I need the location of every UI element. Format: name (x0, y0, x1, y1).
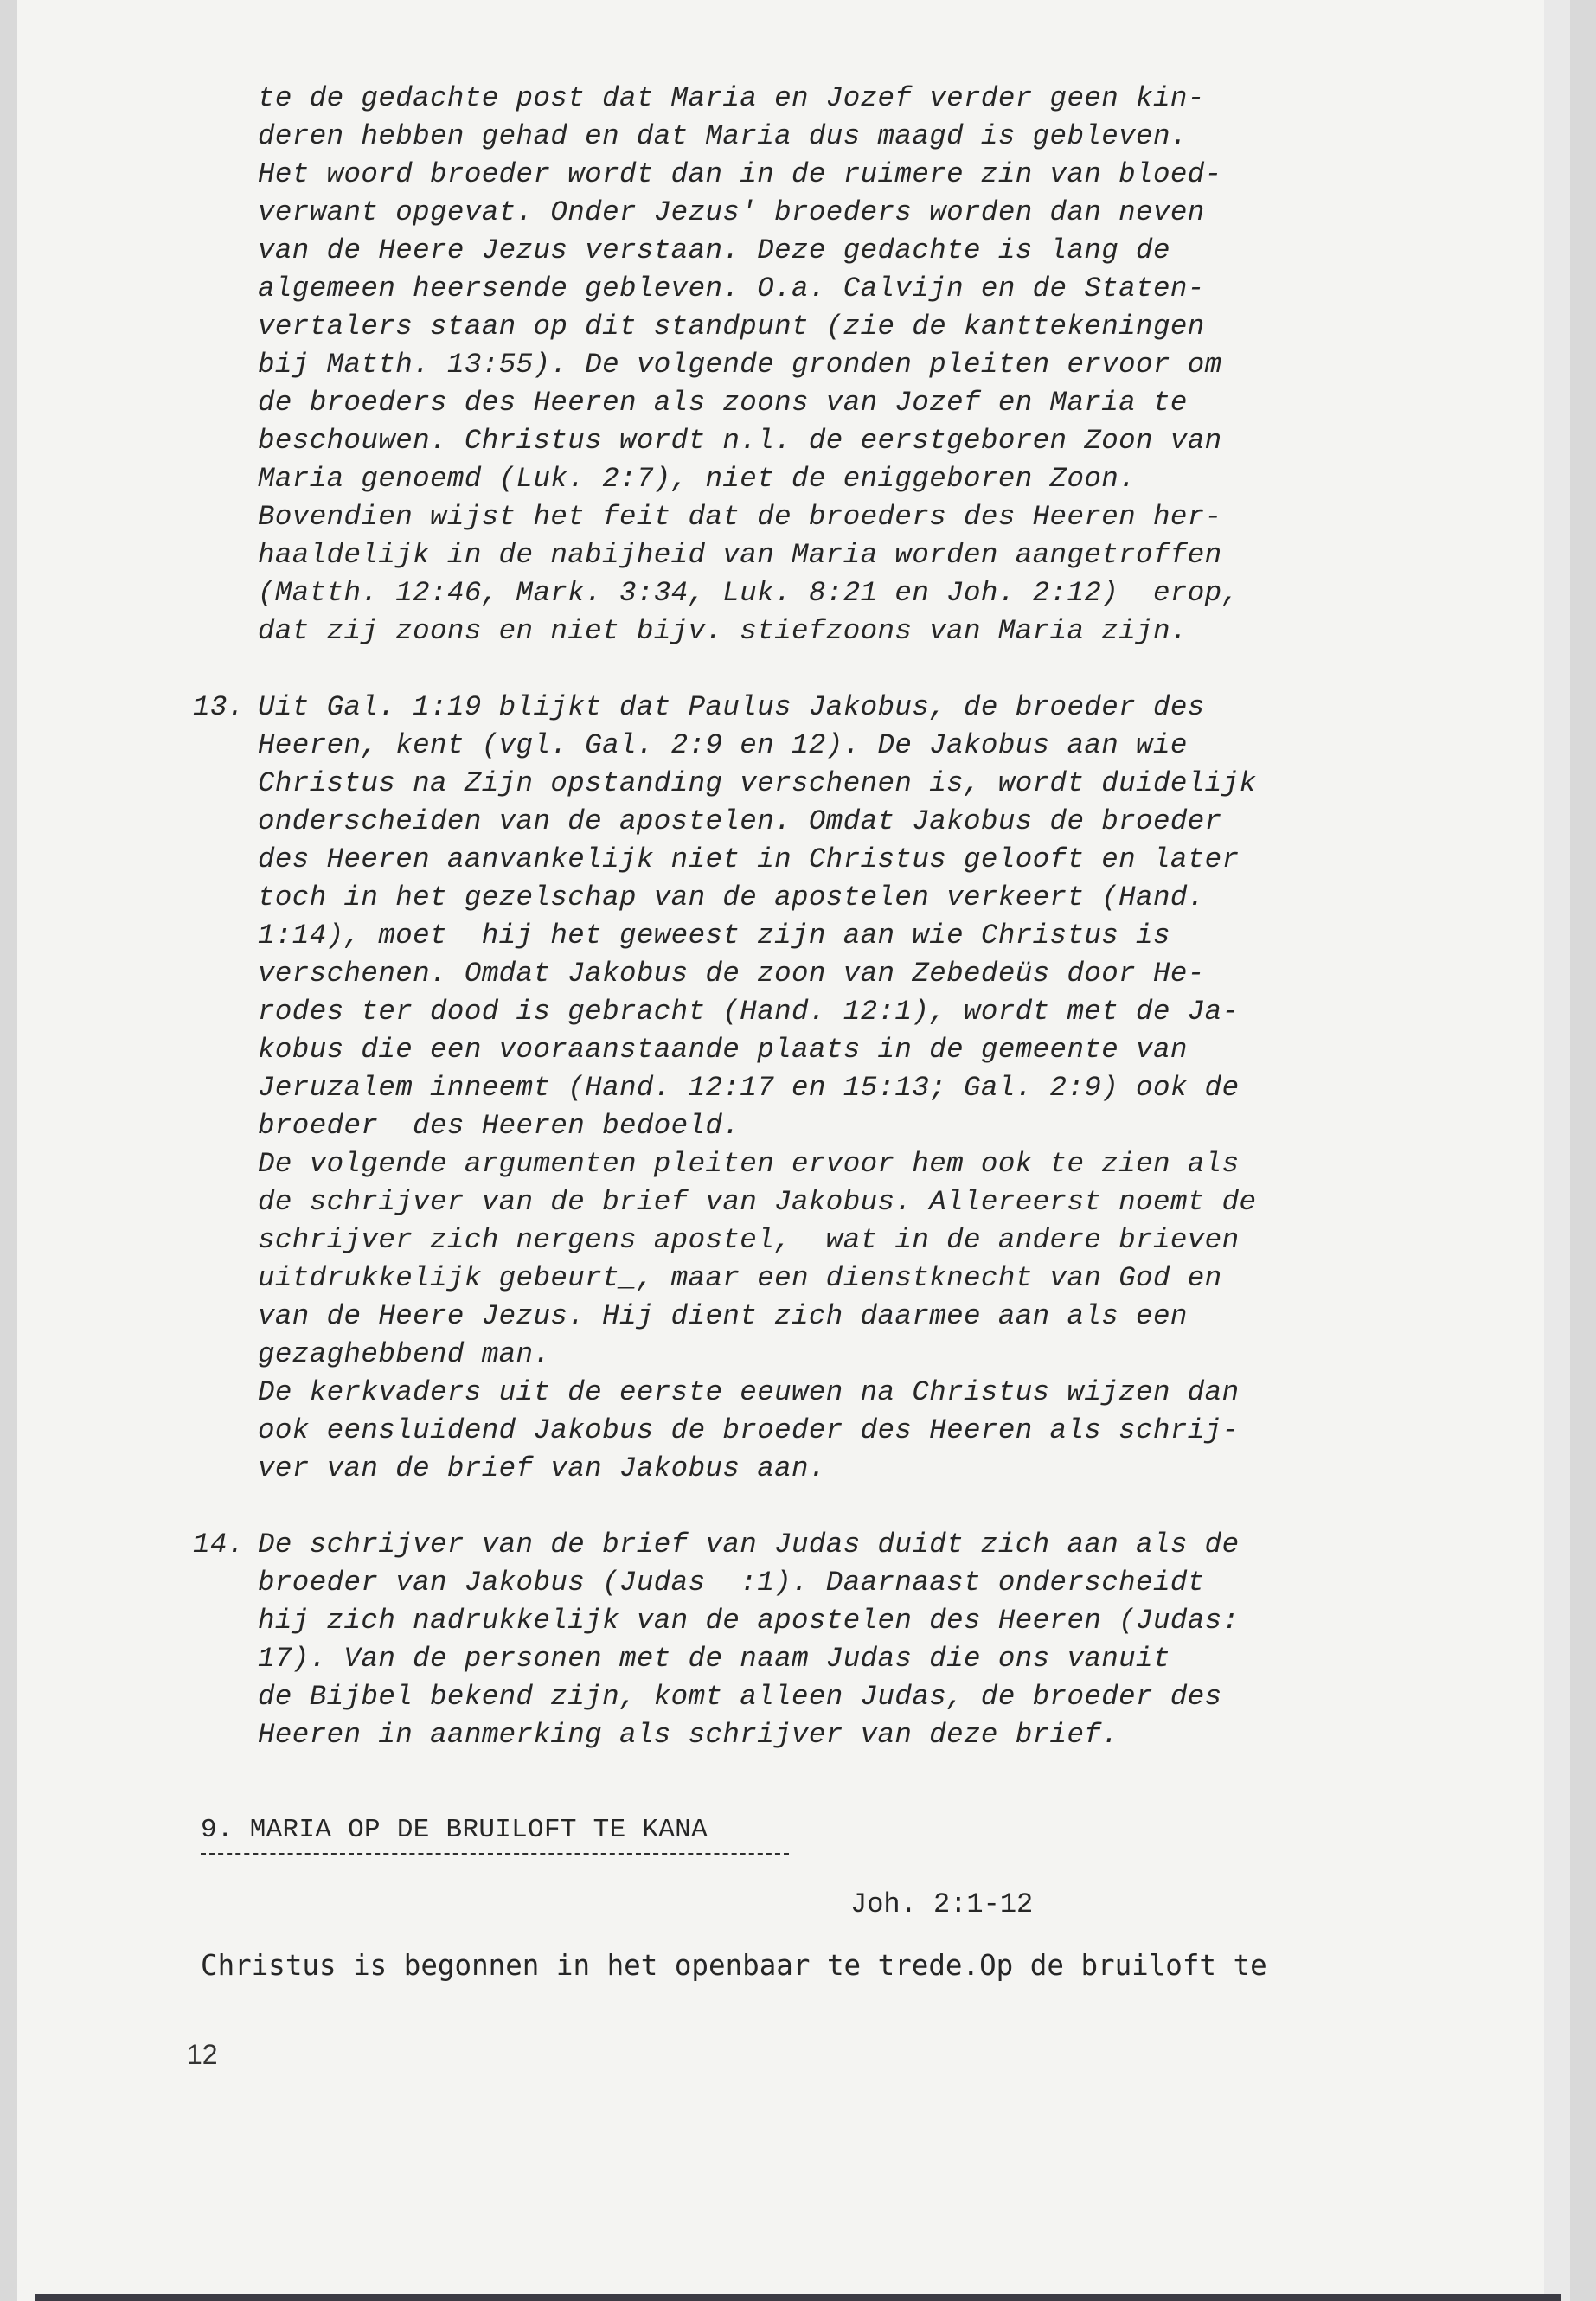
text-line: toch in het gezelschap van de apostelen verkeert (Hand. (258, 881, 1205, 913)
text-line: Christus na Zijn opstanding verschenen is, wordt duidelijk (258, 767, 1257, 799)
text-line: broeder des Heeren bedoeld. (258, 1110, 740, 1142)
item-number: 14. (193, 1529, 245, 1561)
text-line: Bovendien wijst het feit dat de broeders des Heeren her- (258, 501, 1222, 533)
text-line: broeder van Jakobus (Judas :1). Daarnaast onderscheidt (258, 1567, 1205, 1599)
text-line: de schrijver van de brief van Jakobus. Allereerst noemt de (258, 1186, 1257, 1218)
text-line: uitdrukkelijk gebeurt_, maar een dienstknecht van God en (258, 1262, 1222, 1294)
document-page (17, 0, 1570, 2301)
text-line: haaldelijk in de nabijheid van Maria worden aangetroffen (258, 539, 1222, 571)
section-heading: 9. MARIA OP DE BRUILOFT TE KANA (201, 1815, 708, 1845)
text-line: (Matth. 12:46, Mark. 3:34, Luk. 8:21 en Joh. 2:12) erop, (258, 577, 1240, 609)
text-line: ver van de brief van Jakobus aan. (258, 1452, 826, 1484)
scan-bottom-edge (35, 2294, 1561, 2301)
text-line: algemeen heersende gebleven. O.a. Calvijn en de Staten- (258, 272, 1205, 304)
body-text-line: Christus is begonnen in het openbaar te trede.Op de bruiloft te (201, 1949, 1267, 1982)
text-line: Het woord broeder wordt dan in de ruimere zin van bloed- (258, 158, 1222, 190)
page-number: 12 (187, 2039, 218, 2070)
scripture-reference: Joh. 2:1-12 (850, 1888, 1034, 1920)
text-line: de Bijbel bekend zijn, komt alleen Judas, de broeder des (258, 1681, 1222, 1713)
text-line: Maria genoemd (Luk. 2:7), niet de eniggeboren Zoon. (258, 463, 1137, 495)
text-line: rodes ter dood is gebracht (Hand. 12:1), wordt met de Ja- (258, 996, 1240, 1028)
text-line: van de Heere Jezus verstaan. Deze gedachte is lang de (258, 234, 1170, 266)
heading-underline (201, 1853, 789, 1855)
text-line: vertalers staan op dit standpunt (zie de kanttekeningen (258, 311, 1205, 343)
text-line: onderscheiden van de apostelen. Omdat Jakobus de broeder (258, 805, 1222, 837)
text-line: te de gedachte post dat Maria en Jozef verder geen kin- (258, 82, 1205, 114)
text-line: De volgende argumenten pleiten ervoor hem ook te zien als (258, 1148, 1240, 1180)
text-line: De schrijver van de brief van Judas duidt zich aan als de (258, 1529, 1240, 1561)
text-line: hij zich nadrukkelijk van de apostelen des Heeren (Judas: (258, 1605, 1240, 1637)
text-line: Uit Gal. 1:19 blijkt dat Paulus Jakobus, de broeder des (258, 691, 1205, 723)
text-line: ook eensluidend Jakobus de broeder des Heeren als schrij- (258, 1414, 1240, 1446)
text-line: des Heeren aanvankelijk niet in Christus gelooft en later (258, 843, 1240, 875)
text-line: bij Matth. 13:55). De volgende gronden pleiten ervoor om (258, 349, 1222, 381)
text-line: beschouwen. Christus wordt n.l. de eerstgeboren Zoon van (258, 425, 1222, 457)
text-line: 1:14), moet hij het geweest zijn aan wie Christus is (258, 920, 1170, 952)
text-line: van de Heere Jezus. Hij dient zich daarmee aan als een (258, 1300, 1188, 1332)
item-number: 13. (193, 691, 245, 723)
text-line: dat zij zoons en niet bijv. stiefzoons van Maria zijn. (258, 615, 1188, 647)
text-line: gezaghebbend man. (258, 1338, 551, 1370)
text-line: verschenen. Omdat Jakobus de zoon van Zebedeüs door He- (258, 958, 1205, 990)
text-line: deren hebben gehad en dat Maria dus maagd is gebleven. (258, 120, 1188, 152)
text-line: De kerkvaders uit de eerste eeuwen na Christus wijzen dan (258, 1376, 1240, 1408)
text-line: Heeren in aanmerking als schrijver van deze brief. (258, 1719, 1119, 1751)
text-line: kobus die een vooraanstaande plaats in de gemeente van (258, 1034, 1188, 1066)
text-line: Heeren, kent (vgl. Gal. 2:9 en 12). De Jakobus aan wie (258, 729, 1188, 761)
text-line: schrijver zich nergens apostel, wat in de andere brieven (258, 1224, 1240, 1256)
text-line: verwant opgevat. Onder Jezus' broeders worden dan neven (258, 196, 1205, 228)
text-line: Jeruzalem inneemt (Hand. 12:17 en 15:13; Gal. 2:9) ook de (258, 1072, 1240, 1104)
text-line: 17). Van de personen met de naam Judas die ons vanuit (258, 1643, 1170, 1675)
text-line: de broeders des Heeren als zoons van Jozef en Maria te (258, 387, 1188, 419)
page-edge (1544, 0, 1570, 2301)
